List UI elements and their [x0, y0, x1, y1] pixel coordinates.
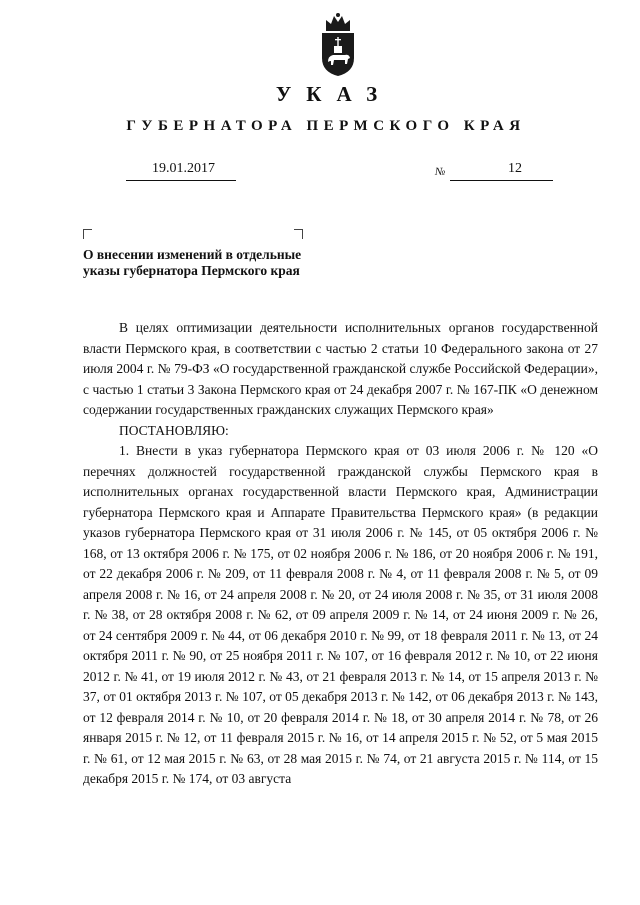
document-number: 12: [508, 161, 522, 176]
subject-corner-left: [83, 229, 92, 239]
preamble-paragraph: В целях оптимизации деятельности исполнительных органов государственной власти Пермского края, в соответствии с частью 2 статьи 10 Федерального закона от 27 июля 2004 г. № 79-ФЗ «О государственной гражданской службе Российской Федерации», с частью 1 статьи 3 Закона Пермского края от 24 декабря 2007 г. № 167-ПК «О денежном содержании государственных гражданских служащих Пермского края»: [83, 320, 598, 417]
subject-line-2: указы губернатора Пермского края: [83, 263, 300, 278]
subject-corner-right: [294, 229, 303, 239]
number-sign: №: [435, 166, 446, 178]
document-date: 19.01.2017: [152, 161, 215, 176]
document-subject: [83, 247, 383, 279]
item-1-paragraph: 1. Внести в указ губернатора Пермского края от 03 июля 2006 г. № 120 «О перечнях должностей государственной гражданской службы Пермского края в исполнительных органах государственной власти Пермского края, Администрации губернатора Пермского края и Аппарате Правительства Пермского края» (в редакции указов губернатора Пермского края от 31 июля 2006 г. № 145, от 05 октября 2006 г. № 168, от 13 октября 2006 г. № 175, от 02 ноября 2006 г. № 186, от 20 ноября 2006 г. № 191, от 22 декабря 2006 г. № 209, от 11 февраля 2008 г. № 4, от 11 февраля 2008 г. № 5, от 09 апреля 2008 г. № 16, от 24 апреля 2008 г. № 20, от 24 июля 2008 г. № 35, от 31 июля 2008 г. № 38, от 28 октября 2008 г. № 62, от 09 апреля 2009 г. № 14, от 24 июня 2009 г. № 26, от 24 сентября 2009 г. № 44, от 06 декабря 2010 г. № 99, от 18 февраля 2011 г. № 13, от 24 октября 2011 г. № 90, от 25 ноября 2011 г. № 107, от 16 февраля 2012 г. № 10, от 22 июня 2012 г. № 41, от 19 июля 2012 г. № 43, от 21 февраля 2013 г. № 14, от 15 апреля 2013 г. № 37, от 01 октября 2013 г. № 107, от 05 декабря 2013 г. № 142, от 06 декабря 2013 г. № 143, от 12 февраля 2014 г. № 10, от 20 февраля 2014 г. № 18, от 30 апреля 2014 г. № 78, от 26 января 2015 г. № 12, от 11 февраля 2015 г. № 16, от 14 апреля 2015 г. № 52, от 5 мая 2015 г. № 61, от 12 мая 2015 г. № 63, от 28 мая 2015 г. № 74, от 21 августа 2015 г. № 114, от 15 декабря 2015 г. № 174, от 03 августа: [83, 443, 598, 786]
document-body: [83, 318, 598, 790]
number-field: [450, 160, 553, 181]
date-field: [126, 160, 236, 181]
subject-line-1: О внесении изменений в отдельные: [83, 247, 302, 262]
document-title: УКАЗ: [275, 82, 393, 106]
document-issuer: ГУБЕРНАТОРА ПЕРМСКОГО КРАЯ: [126, 118, 526, 134]
decree-word: ПОСТАНОВЛЯЮ:: [119, 422, 229, 438]
coat-of-arms-icon: [318, 12, 358, 78]
